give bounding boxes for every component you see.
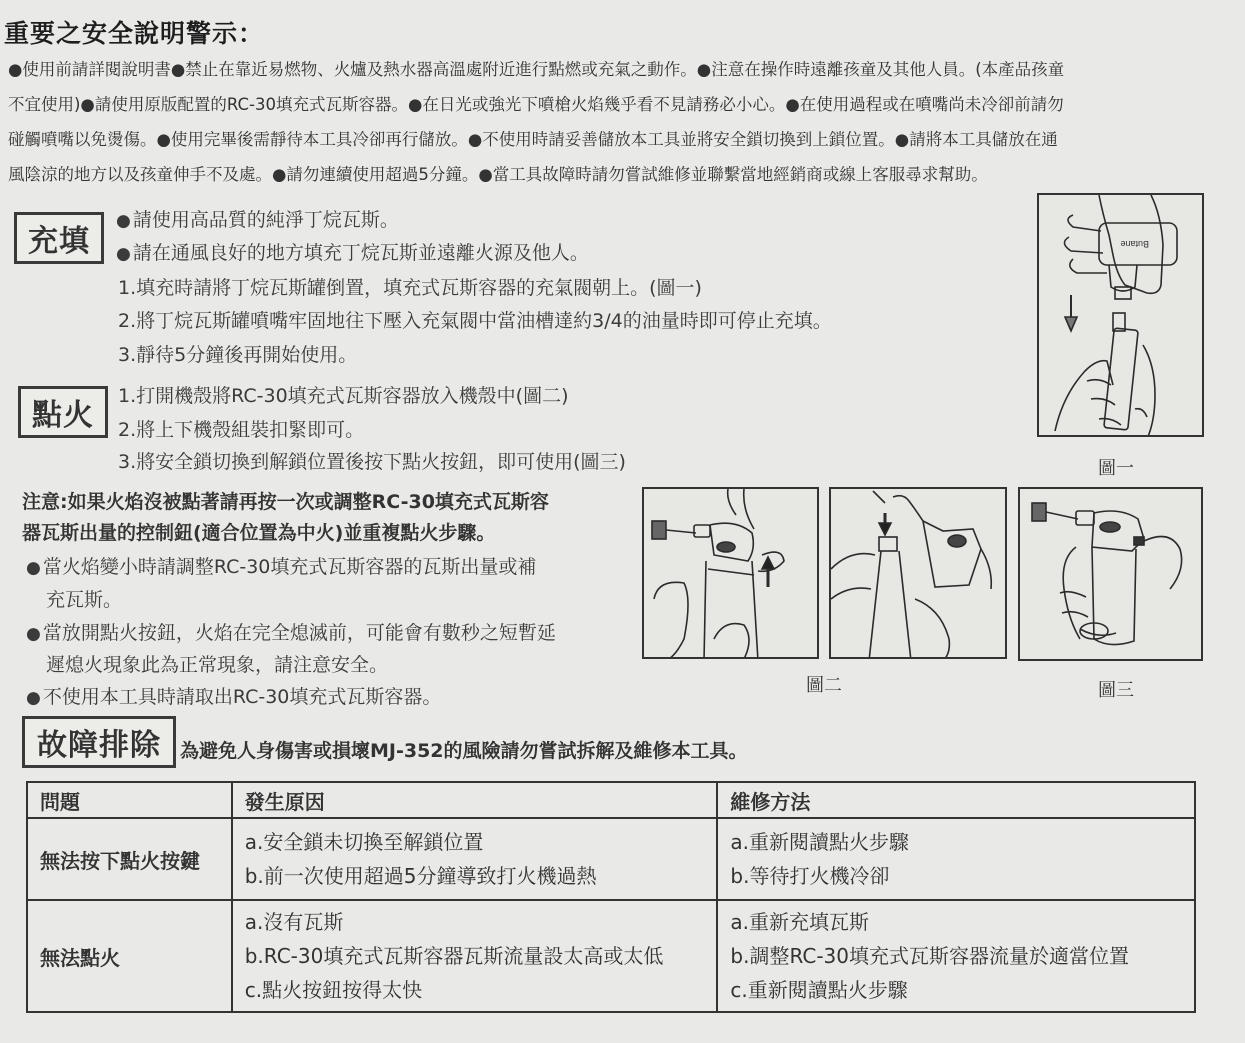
- assemble-housing-illustration: [831, 489, 1007, 659]
- cause-item: a.安全鎖未切換至解鎖位置: [244, 830, 484, 854]
- ignite-step: 1.打開機殼將RC-30填充式瓦斯容器放入機殼中(圖二): [118, 385, 569, 407]
- note-bullet-cont: 遲熄火現象此為正常現象，請注意安全。: [46, 654, 389, 676]
- troubleshooting-table: [26, 781, 1196, 1013]
- safety-line: 碰觸噴嘴以免燙傷。●使用完畢後需靜待本工具冷卻再行儲放。●不使用時請妥善儲放本工具並將安全鎖切換到上鎖位置。●請將本工具儲放在通: [8, 130, 1058, 149]
- figure-3-caption: 圖三: [1098, 680, 1134, 701]
- figure-1-box: [1037, 193, 1204, 437]
- note-bullet: ● 當放開點火按鈕，火焰在完全熄滅前，可能會有數秒之短暫延: [26, 622, 556, 644]
- fix-item: b.調整RC-30填充式瓦斯容器流量於適當位置: [730, 944, 1129, 968]
- note-line: 器瓦斯出量的控制鈕(適合位置為中火)並重複點火步驟。: [22, 522, 496, 544]
- fill-step: 2.將丁烷瓦斯罐噴嘴牢固地往下壓入充氣閥中當油槽達約3/4的油量時即可停止充填。: [118, 310, 832, 332]
- column-header: 維修方法: [717, 782, 1195, 818]
- fix-cell: [717, 900, 1195, 1012]
- fix-item: a.重新閱讀點火步驟: [730, 830, 910, 854]
- table-row: [27, 818, 1195, 900]
- cause-cell: [232, 900, 718, 1012]
- figure-2b-box: [829, 487, 1007, 659]
- fill-bullet-text: 請在通風良好的地方填充丁烷瓦斯並遠離火源及他人。: [132, 242, 589, 264]
- note-bullet: ● 不使用本工具時請取出RC-30填充式瓦斯容器。: [26, 686, 442, 708]
- fix-cell: [717, 818, 1195, 900]
- press-ignition-illustration: [1020, 489, 1203, 661]
- cause-item: b.RC-30填充式瓦斯容器瓦斯流量設太高或太低: [244, 944, 664, 968]
- fix-item: a.重新充填瓦斯: [730, 910, 870, 934]
- problem-cell: 無法點火: [27, 900, 232, 1012]
- ignite-step: 2.將上下機殼組裝扣緊即可。: [118, 419, 365, 441]
- ignite-section-label: 點火: [18, 386, 108, 438]
- can-label: Butane: [1120, 239, 1149, 249]
- fill-illustration: [1039, 195, 1204, 437]
- note-bullet: ● 當火焰變小時請調整RC-30填充式瓦斯容器的瓦斯出量或補: [26, 556, 537, 578]
- cause-item: c.點火按鈕按得太快: [244, 978, 423, 1002]
- figure-2-caption: 圖二: [806, 675, 842, 696]
- fill-bullet: ● 請使用高品質的純淨丁烷瓦斯。: [116, 209, 399, 231]
- table-row: [27, 900, 1195, 1012]
- figure-2a-box: [642, 487, 819, 659]
- note-bullet-text: 當火焰變小時請調整RC-30填充式瓦斯容器的瓦斯出量或補: [42, 556, 537, 578]
- note-bullet-text: 當放開點火按鈕，火焰在完全熄滅前，可能會有數秒之短暫延: [42, 622, 556, 644]
- cause-cell: [232, 818, 718, 900]
- fill-step: 3.靜待5分鐘後再開始使用。: [118, 344, 358, 366]
- trouble-section-label: 故障排除: [22, 716, 176, 768]
- safety-line: ●使用前請詳閱說明書●禁止在靠近易燃物、火爐及熱水器高溫處附近進行點燃或充氣之動作。●注意在操作時遠離孩童及其他人員。(本產品孩童: [8, 60, 1065, 79]
- fix-item: c.重新閱讀點火步驟: [730, 978, 908, 1002]
- problem-cell: 無法按下點火按鍵: [27, 818, 232, 900]
- page-title: 重要之安全說明警示：: [4, 19, 265, 48]
- safety-warnings: [8, 52, 1213, 192]
- figure-3-box: [1018, 487, 1203, 661]
- column-header: 問題: [27, 782, 232, 818]
- ignite-step: 3.將安全鎖切換到解鎖位置後按下點火按鈕，即可使用(圖三): [118, 451, 626, 473]
- insert-cartridge-illustration: [644, 489, 819, 659]
- safety-line: 風陰涼的地方以及孩童伸手不及處。●請勿連續使用超過5分鐘。●當工具故障時請勿嘗試維修並聯繫當地經銷商或線上客服尋求幫助。: [8, 165, 988, 184]
- fill-step: 1.填充時請將丁烷瓦斯罐倒置，填充式瓦斯容器的充氣閥朝上。(圖一): [118, 277, 702, 299]
- note-bullet-text: 不使用本工具時請取出RC-30填充式瓦斯容器。: [42, 686, 442, 708]
- trouble-description: 為避免人身傷害或損壞MJ-352的風險請勿嘗試拆解及維修本工具。: [180, 740, 748, 762]
- figure-1-caption: 圖一: [1098, 458, 1134, 479]
- note-line: 注意:如果火焰沒被點著請再按一次或調整RC-30填充式瓦斯容: [22, 491, 549, 513]
- cause-item: b.前一次使用超過5分鐘導致打火機過熱: [244, 864, 597, 888]
- fill-section-label: 充填: [14, 212, 104, 264]
- cause-item: a.沒有瓦斯: [244, 910, 344, 934]
- fix-item: b.等待打火機冷卻: [730, 864, 890, 888]
- table-header-row: [27, 782, 1195, 818]
- fill-bullet-text: 請使用高品質的純淨丁烷瓦斯。: [132, 209, 399, 231]
- note-bullet-cont: 充瓦斯。: [46, 589, 123, 611]
- fill-bullet: ● 請在通風良好的地方填充丁烷瓦斯並遠離火源及他人。: [116, 242, 589, 264]
- safety-line: 不宜使用)●請使用原版配置的RC-30填充式瓦斯容器。●在日光或強光下噴槍火焰幾乎看不見請務必小心。●在使用過程或在噴嘴尚未冷卻前請勿: [8, 95, 1064, 114]
- column-header: 發生原因: [232, 782, 718, 818]
